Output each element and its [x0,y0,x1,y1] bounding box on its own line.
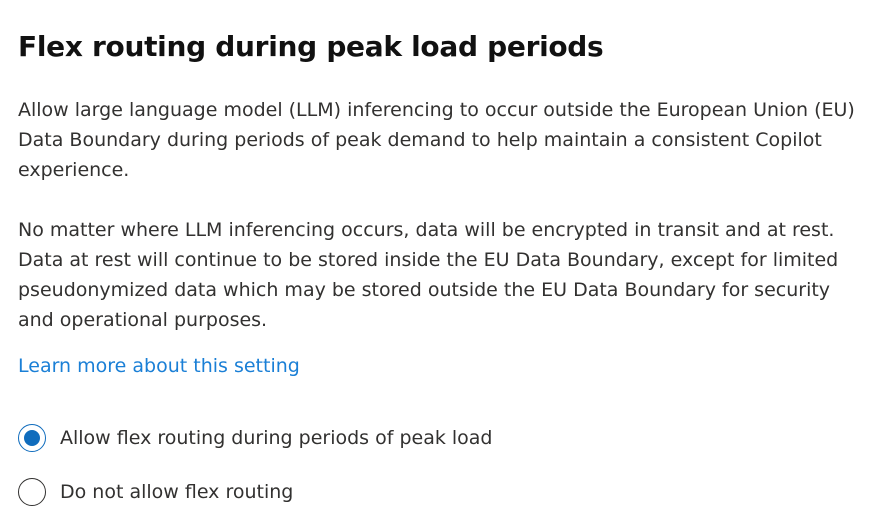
learn-more-link[interactable]: Learn more about this setting [18,355,300,377]
page-title: Flex routing during peak load periods [18,30,604,63]
radio-option-allow-flex-routing[interactable] [18,424,493,452]
description-paragraph-2: No matter where LLM inferencing occurs, data will be encrypted in transit and at rest. Data at rest will continue to be stored inside the EU Data Boundary, except for limited pseudonymized data which may be stored outside the EU Data Boundary for security and operational purposes. [18,219,839,331]
radio-selected-icon[interactable] [18,424,46,452]
radio-option-label: Do not allow flex routing [60,481,294,503]
radio-unselected-icon[interactable] [18,478,46,506]
description-paragraph-1: Allow large language model (LLM) inferencing to occur outside the European Union (EU) Data Boundary during periods of peak demand to help maintain a consistent Copilot experience. [18,99,855,181]
radio-dot [24,430,40,446]
radio-option-disallow-flex-routing[interactable] [18,478,293,506]
radio-option-label: Allow flex routing during periods of peak load [60,427,493,449]
